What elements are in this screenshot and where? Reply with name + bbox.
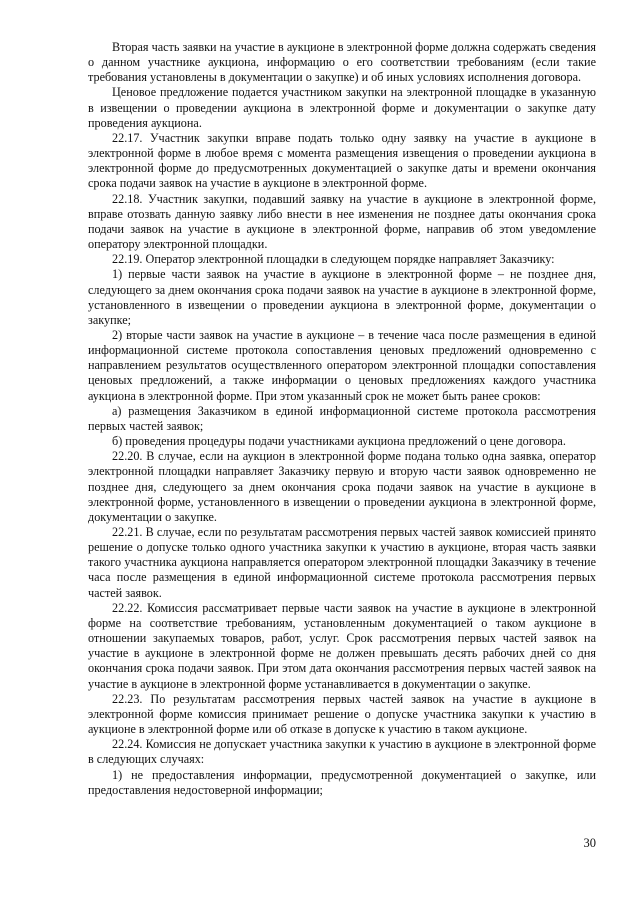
list-item: 1) первые части заявок на участие в аукционе в электронной форме – не позднее дня, следующего за днем окончания срока подачи заявок на участие в аукционе в электронной форме, установленного в извещении о проведении аукциона в электронной форме, документации о закупке;	[88, 267, 596, 327]
document-body	[88, 40, 596, 798]
paragraph: 22.24. Комиссия не допускает участника закупки к участию в аукционе в электронной форме в следующих случаях:	[88, 737, 596, 767]
page-number: 30	[583, 836, 596, 850]
paragraph: 22.22. Комиссия рассматривает первые части заявок на участие в аукционе в электронной форме на соответствие требованиям, установленным документацией о таком аукционе в отношении закупаемых товаров, работ, услуг. Срок рассмотрения первых частей заявок на участие в аукционе в электронной форме не должен превышать десять рабочих дней со дня окончания срока подачи заявок. При этом дата окончания рассмотрения первых частей заявок на участие в аукционе в электронной форме устанавливается в документации о закупке.	[88, 600, 596, 691]
list-item: 1) не предоставления информации, предусмотренной документацией о закупке, или предоставления недостоверной информации;	[88, 767, 596, 797]
list-item: 2) вторые части заявок на участие в аукционе – в течение часа после размещения в единой информационной системе протокола сопоставления ценовых предложений одновременно с направлением результатов осуществленного оператором электронной площадки сопоставления ценовых предложений, а также информации о ценовых предложениях каждого участника аукциона в электронной форме. При этом указанный срок не может быть ранее сроков:	[88, 327, 596, 403]
paragraph: Вторая часть заявки на участие в аукционе в электронной форме должна содержать сведения о данном участнике аукциона, информацию о его соответствии требованиям (если такие требования установлены в документации о закупке) и об иных условиях исполнения договора.	[88, 40, 596, 85]
paragraph: 22.19. Оператор электронной площадки в следующем порядке направляет Заказчику:	[112, 252, 555, 267]
paragraph: 22.23. По результатам рассмотрения первых частей заявок на участие в аукционе в электронной форме комиссия принимает решение о допуске участника закупки к участию в аукционе в электронной форме или об отказе в допуске к участию в таком аукционе.	[88, 691, 596, 737]
paragraph: 22.17. Участник закупки вправе подать только одну заявку на участие в аукционе в электронной форме в любое время с момента размещения извещения о проведении аукциона в электронной форме до предусмотренных документацией о закупке даты и времени окончания срока подачи заявок на участие в аукционе в электронной форме.	[88, 130, 596, 191]
paragraph: 22.21. В случае, если по результатам рассмотрения первых частей заявок комиссией принято решение о допуске только одного участника закупки к участию в аукционе, вторая часть заявки такого участника аукциона направляется оператором электронной площадки Заказчику в течение часа после размещения в единой информационной системе протокола рассмотрения первых частей заявок.	[88, 525, 596, 600]
paragraph: 22.18. Участник закупки, подавший заявку на участие в аукционе в электронной форме, вправе отозвать данную заявку либо внести в нее изменения не позднее даты окончания срока подачи заявок на участие в аукционе в электронной форме, направив об этом уведомление оператору электронной площадки.	[88, 191, 596, 252]
paragraph: 22.20. В случае, если на аукцион в электронной форме подана только одна заявка, оператор электронной площадки направляет Заказчику первую и вторую части заявок одновременно не позднее дня, следующего за днем окончания срока подачи заявок на участие в аукционе в электронной форме, установленного в извещении о проведении аукциона в электронной форме, документации о закупке.	[88, 449, 596, 524]
paragraph: Ценовое предложение подается участником закупки на электронной площадке в указанную в извещении о проведении аукциона в электронной форме и документации о закупке дату проведения аукциона.	[88, 85, 596, 130]
list-item: а) размещения Заказчиком в единой информационной системе протокола рассмотрения первых частей заявок;	[88, 403, 596, 433]
list-item: б) проведения процедуры подачи участниками аукциона предложений о цене договора.	[112, 434, 566, 449]
